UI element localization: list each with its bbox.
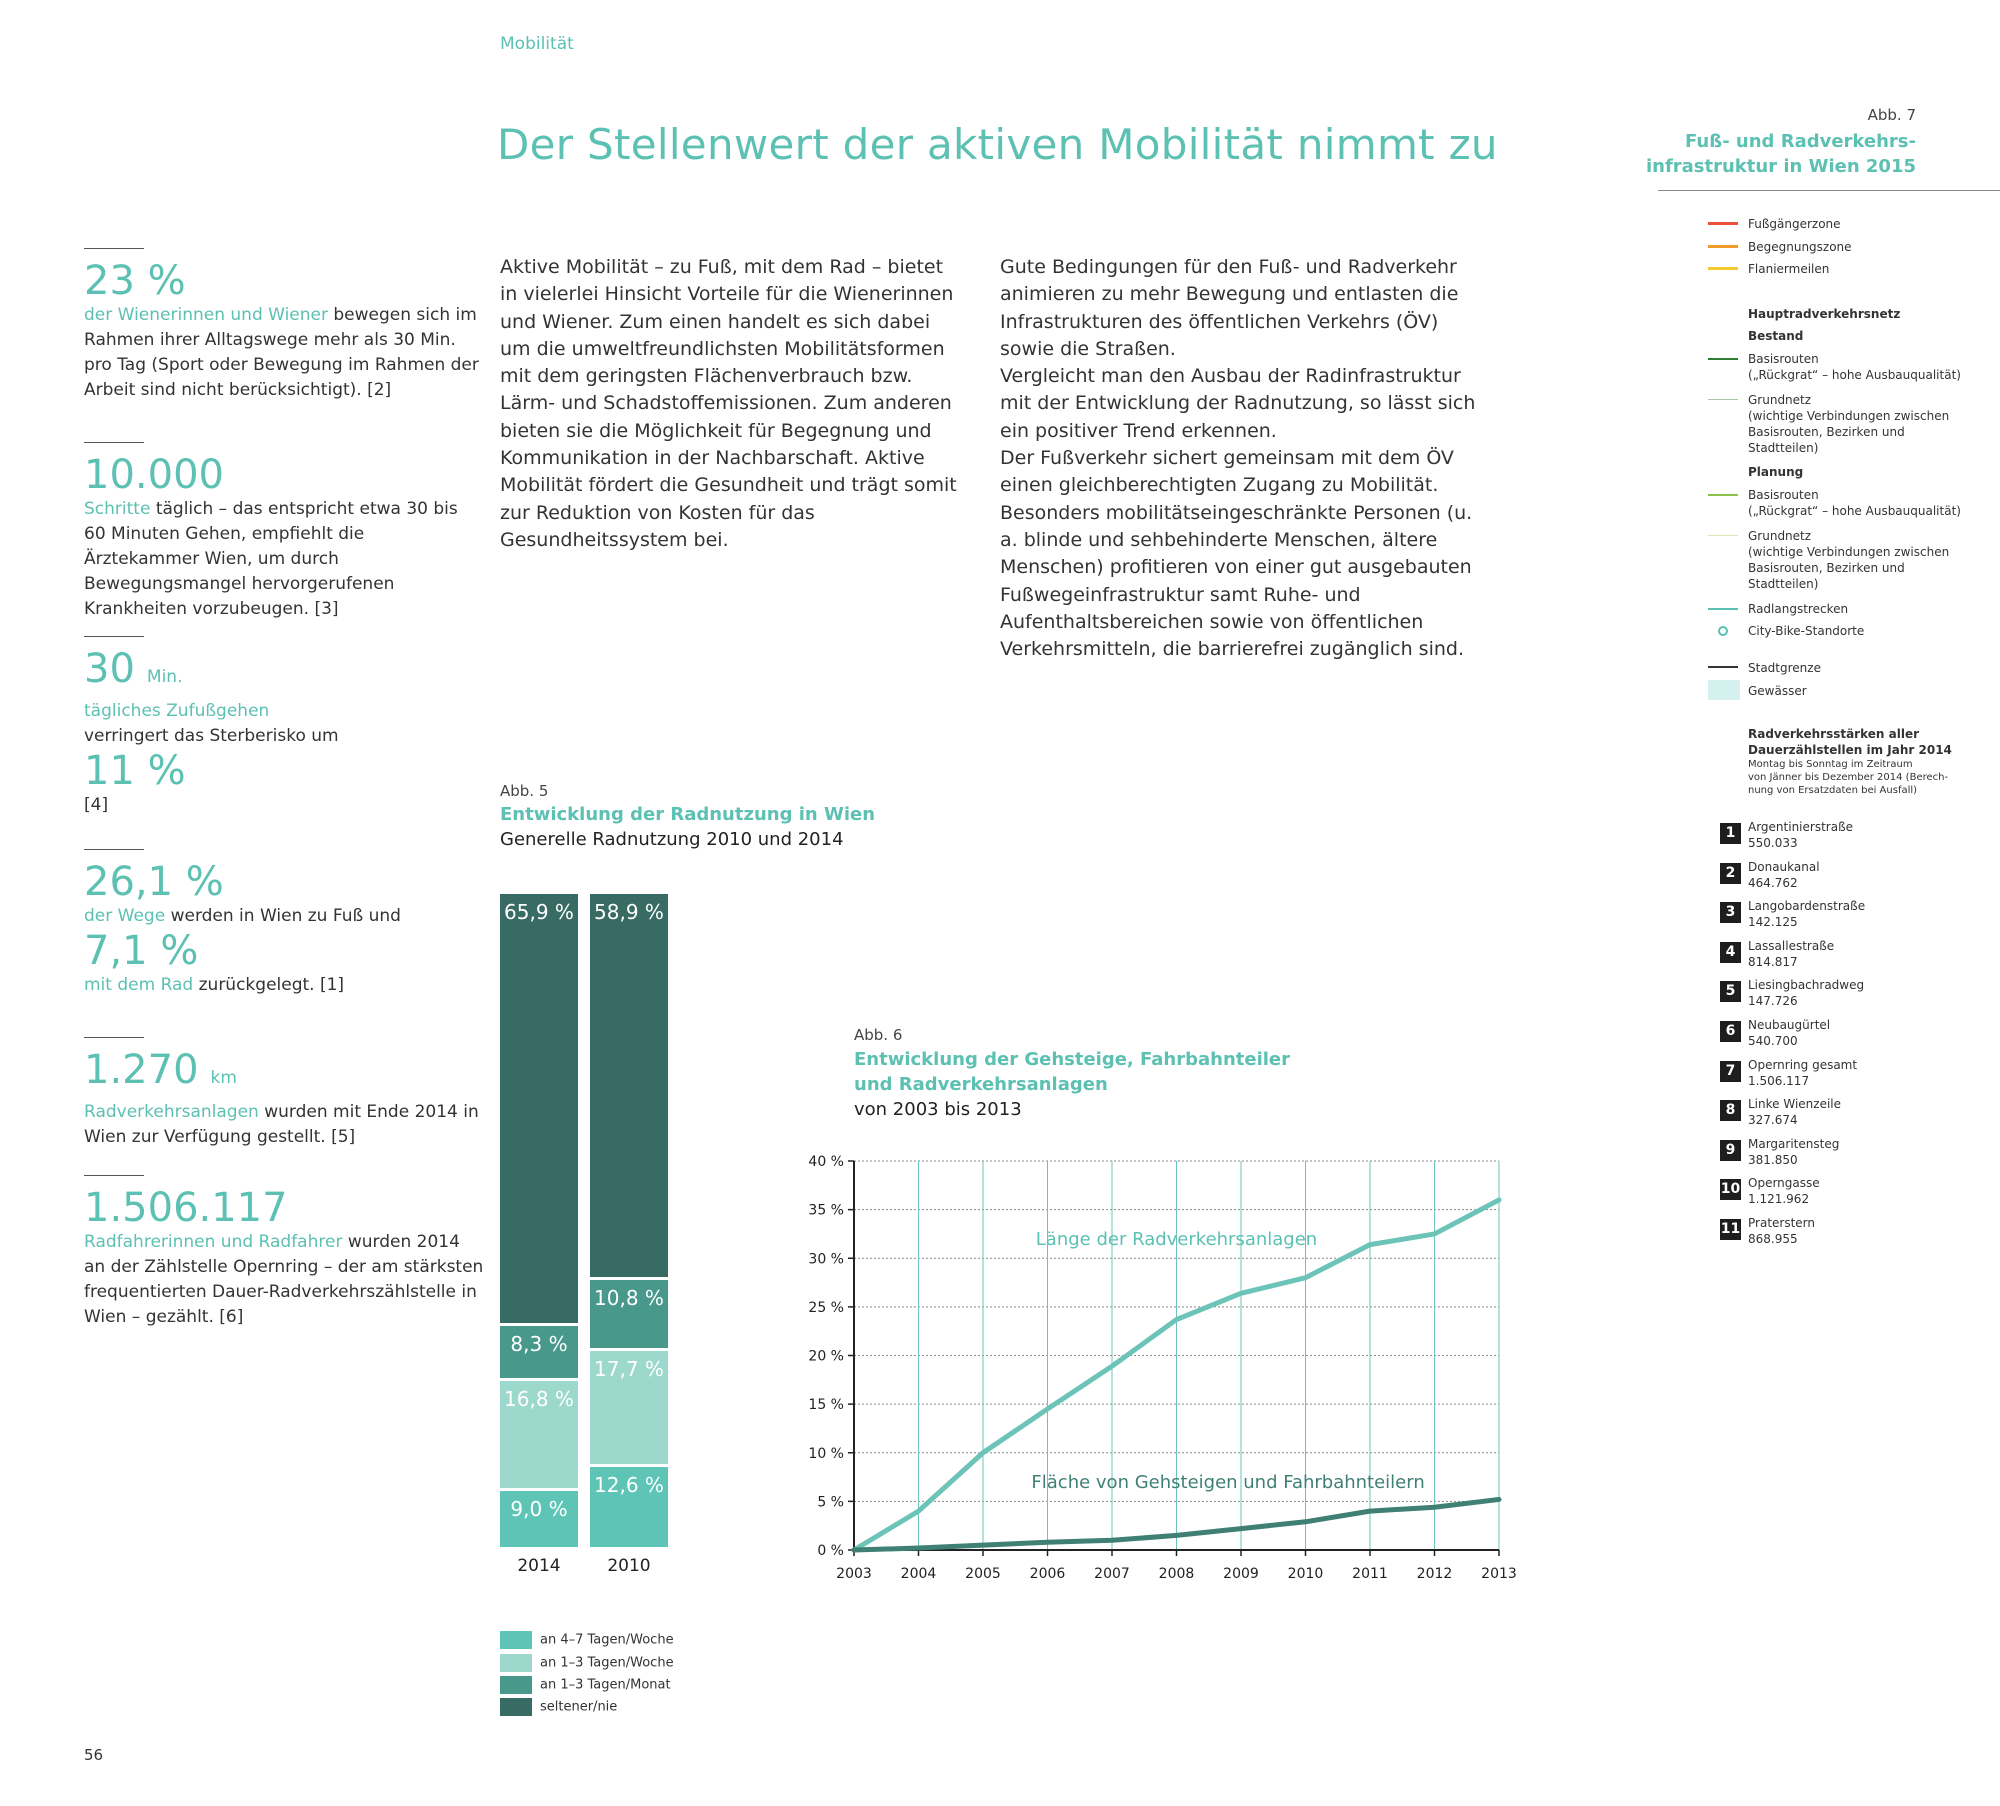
- stat-highlight: mit dem Rad: [84, 975, 194, 995]
- legend-line-planung-basis: [1708, 494, 1738, 496]
- stat-description: verringert das Sterberisko um: [84, 726, 339, 746]
- y-tick-label: 25 %: [808, 1299, 844, 1316]
- stat-value: 26,1 %: [84, 859, 224, 905]
- station-number-badge: 1: [1720, 823, 1741, 844]
- station-name: Neubaugürtel: [1748, 1018, 1831, 1032]
- stat-block-5: [84, 1037, 484, 1150]
- stat-text: [84, 699, 354, 749]
- legend-label: City-Bike-Standorte: [1748, 624, 1865, 638]
- legend-line-bestand-grund: [1708, 399, 1738, 400]
- legend-label: seltener/nie: [540, 1699, 618, 1715]
- station-number-badge: 8: [1720, 1100, 1741, 1121]
- section-label: Mobilität: [500, 34, 574, 54]
- station-entry: [1748, 898, 1865, 930]
- station-entry: [1748, 977, 1864, 1009]
- divider: [84, 1037, 144, 1038]
- stat-block-4: [84, 849, 484, 998]
- legend-label: Stadtgrenze: [1748, 661, 1821, 675]
- station-count: 147.726: [1748, 994, 1798, 1009]
- station-number-badge: 3: [1720, 902, 1741, 923]
- stat-highlight: Schritte: [84, 499, 151, 519]
- body-column-2: [1000, 254, 1480, 663]
- stat-text: [84, 497, 484, 622]
- bar-segment: 12,6 %: [590, 1467, 668, 1547]
- stat-block-1: [84, 248, 484, 403]
- station-entry: [1748, 1215, 1815, 1247]
- y-tick-label: 35 %: [808, 1202, 844, 1219]
- station-entry: [1748, 1136, 1839, 1168]
- station-entry: [1748, 1057, 1857, 1089]
- station-count: 327.674: [1748, 1113, 1798, 1128]
- fig7-title-line1: Fuß- und Radverkehrs-: [1685, 131, 1916, 152]
- station-count: 540.700: [1748, 1034, 1798, 1048]
- legend-line-bestand-basis: [1708, 358, 1738, 360]
- stat-block-2: [84, 442, 484, 622]
- legend-line-radlangstrecken: [1708, 608, 1738, 610]
- stat-value: [84, 647, 484, 699]
- stat-highlight: der Wege: [84, 906, 166, 926]
- bar-category-label: 2010: [607, 1556, 651, 1576]
- legend-item: [500, 1654, 674, 1672]
- station-count: 814.817: [1748, 954, 1798, 969]
- fig5-subtitle: Generelle Radnutzung 2010 und 2014: [500, 829, 844, 850]
- stat-text: [84, 1230, 484, 1330]
- stat-text: [84, 904, 484, 929]
- stat-value: [84, 1048, 484, 1100]
- counts-subtitle: Montag bis Sonntag im Zeitraum von Jänner bis Dezember 2014 (Berech- nung von Ersatzdaten bei Ausfall): [1748, 759, 1949, 796]
- station-entry: [1748, 1096, 1841, 1128]
- x-tick-label: 2011: [1352, 1566, 1388, 1582]
- station-count: 142.125: [1748, 915, 1798, 930]
- station-name: Praterstern: [1748, 1216, 1816, 1230]
- stat-number: 1.270: [84, 1047, 199, 1093]
- y-tick-label: 5 %: [817, 1494, 844, 1511]
- legend-swatch: [500, 1654, 532, 1672]
- station-count: 1.506.117: [1748, 1073, 1810, 1088]
- stat-description: bewegen sich im Rahmen ihrer Alltagswege mehr als 30 Min. pro Tag (Sport oder Bewegung im Rahmen der Arbeit sind nicht berücksichtigt). [2]: [84, 305, 479, 400]
- station-name: Opernring gesamt: [1748, 1057, 1858, 1072]
- bar-segment: 16,8 %: [500, 1381, 578, 1488]
- divider: [84, 849, 144, 850]
- fig6-title-line2: und Radverkehrsanlagen: [854, 1074, 1108, 1095]
- bar-segment: 58,9 %: [590, 894, 668, 1277]
- y-tick-label: 40 %: [808, 1154, 844, 1170]
- stat-description: täglich – das entspricht etwa 30 bis 60 Minuten Gehen, empfiehlt die Ärztekammer Wien, um durch Bewegungsmangel hervorgerufenen Krankheiten vorzubeugen. [3]: [84, 499, 458, 619]
- stat-value-secondary: 7,1 %: [84, 928, 199, 974]
- legend-item: [500, 1698, 617, 1716]
- legend-label: Basisrouten („Rückgrat“ – hohe Ausbauqualität): [1748, 352, 1961, 382]
- y-tick-label: 20 %: [808, 1348, 844, 1365]
- stat-value: 23 %: [84, 258, 186, 304]
- station-count: 381.850: [1748, 1152, 1798, 1167]
- stat-highlight: der Wienerinnen und Wiener: [84, 305, 328, 325]
- station-count: 550.033: [1748, 836, 1798, 850]
- y-tick-label: 0 %: [817, 1543, 844, 1559]
- station-entry: [1748, 859, 1820, 891]
- stat-description: wurden mit Ende 2014 in Wien zur Verfügung gestellt. [5]: [84, 1102, 479, 1147]
- fig7-number: Abb. 7: [1867, 106, 1916, 124]
- divider: [84, 248, 144, 249]
- legend-label: an 4–7 Tagen/Woche: [540, 1632, 674, 1648]
- legend-item: [500, 1676, 671, 1694]
- legend-label: Begegnungszone: [1748, 240, 1852, 254]
- map-legend: [1708, 214, 1998, 1274]
- station-count: 1.121.962: [1748, 1192, 1810, 1207]
- x-tick-label: 2010: [1287, 1566, 1324, 1582]
- station-entry: [1748, 1017, 1830, 1049]
- legend-line-stadtgrenze: [1708, 666, 1738, 668]
- station-count: 464.762: [1748, 875, 1798, 890]
- stat-description: zurückgelegt. [1]: [193, 975, 345, 995]
- station-entry: [1748, 938, 1834, 970]
- legend-label: Grundnetz (wichtige Verbindungen zwischen Basisrouten, Bezirken und Stadtteilen): [1748, 393, 1950, 455]
- station-entry: [1748, 819, 1853, 851]
- counts-title: Radverkehrsstärken aller Dauerzählstellen im Jahr 2014: [1748, 727, 1952, 757]
- bar-segment: 8,3 %: [500, 1326, 578, 1377]
- stat-block-3: [84, 636, 484, 818]
- legend-subheading: Bestand: [1748, 329, 1804, 343]
- x-tick-label: 2012: [1416, 1566, 1453, 1582]
- x-tick-label: 2006: [1029, 1566, 1066, 1582]
- station-name: Linke Wienzeile: [1748, 1097, 1841, 1112]
- station-name: Operngasse: [1748, 1176, 1820, 1191]
- legend-label: Gewässer: [1748, 684, 1807, 698]
- x-tick-label: 2013: [1481, 1566, 1517, 1582]
- stat-value: 1.506.117: [84, 1185, 288, 1231]
- line-chart: [780, 1140, 1540, 1600]
- fig5-number: Abb. 5: [500, 782, 549, 800]
- page-number: 56: [84, 1746, 104, 1764]
- legend-swatch: [500, 1631, 532, 1649]
- station-entry: [1748, 1175, 1820, 1207]
- stat-highlight: Radverkehrsanlagen: [84, 1102, 259, 1122]
- series-label: Fläche von Gehsteigen und Fahrbahnteilern: [1031, 1471, 1425, 1493]
- station-name: Langobardenstraße: [1748, 899, 1866, 914]
- citybike-icon: [1718, 626, 1728, 636]
- station-name: Margaritensteg: [1748, 1136, 1840, 1151]
- x-tick-label: 2005: [965, 1566, 1001, 1582]
- legend-label: an 1–3 Tagen/Monat: [540, 1677, 671, 1693]
- legend-line-flaniermeilen: [1708, 267, 1738, 270]
- y-tick-label: 30 %: [808, 1251, 844, 1268]
- body-paragraph: Aktive Mobilität – zu Fuß, mit dem Rad – bietet in vielerlei Hinsicht Vorteile für die Wienerinnen und Wiener. Zum einen handelt es sich dabei um die umweltfreundlichsten Mobilitätsformen mit dem geringsten Flächenverbrauch bzw. Lärm- und Schadstoffemissionen. Zum anderen bieten sie die Möglichkeit für Begegnung und Kommunikation in der Nachbarschaft. Aktive Mobilität fördert die Gesundheit und trägt somit zur Reduktion von Kosten für das Gesundheitssystem bei.: [500, 256, 957, 551]
- legend-swatch: [500, 1676, 532, 1694]
- stat-unit: km: [210, 1068, 237, 1088]
- station-number-badge: 10: [1720, 1179, 1741, 1200]
- station-number-badge: 7: [1720, 1061, 1741, 1082]
- bar-segment: 17,7 %: [590, 1351, 668, 1464]
- stat-number: 30: [84, 646, 135, 692]
- stat-block-6: [84, 1175, 484, 1330]
- legend-line-planung-grund: [1708, 535, 1738, 536]
- stat-value: 10.000: [84, 452, 224, 498]
- station-number-badge: 9: [1720, 1140, 1741, 1161]
- body-paragraph: Vergleicht man den Ausbau der Radinfrastruktur mit der Entwicklung der Radnutzung, so lässt sich ein positiver Trend erkennen.: [1000, 365, 1476, 442]
- divider: [84, 1175, 144, 1176]
- stat-highlight: Radfahrerinnen und Radfahrer: [84, 1232, 343, 1252]
- bar-segment: 10,8 %: [590, 1280, 668, 1348]
- divider: [84, 442, 144, 443]
- x-tick-label: 2009: [1223, 1566, 1259, 1582]
- body-column-1: [500, 254, 960, 554]
- fig7-divider: [1658, 190, 2000, 191]
- x-tick-label: 2003: [836, 1566, 872, 1582]
- bar-segment: 9,0 %: [500, 1491, 578, 1547]
- legend-heading: Hauptradverkehrsnetz: [1748, 307, 1901, 321]
- fig5-title: Entwicklung der Radnutzung in Wien: [500, 804, 876, 825]
- stat-description: werden in Wien zu Fuß und: [165, 906, 401, 926]
- y-tick-label: 10 %: [808, 1445, 844, 1462]
- legend-item: [500, 1631, 674, 1649]
- legend-label: Radlangstrecken: [1748, 602, 1849, 616]
- station-count: 868.955: [1748, 1232, 1798, 1246]
- x-tick-label: 2008: [1158, 1566, 1195, 1582]
- fig6-subtitle: von 2003 bis 2013: [854, 1099, 1022, 1120]
- legend-line-fussgaengerzone: [1708, 222, 1738, 225]
- legend-swatch: [500, 1698, 532, 1716]
- stat-text: [84, 1100, 484, 1150]
- station-name: Liesingbachradweg: [1748, 978, 1865, 993]
- stat-unit: Min.: [146, 667, 183, 687]
- station-number-badge: 11: [1720, 1219, 1741, 1240]
- stat-value-secondary: 11 %: [84, 748, 186, 794]
- legend-label: Fußgängerzone: [1748, 217, 1841, 231]
- station-name: Lassallestraße: [1748, 938, 1835, 953]
- station-name: Argentinierstraße: [1748, 820, 1854, 834]
- x-tick-label: 2004: [900, 1566, 937, 1582]
- body-paragraph: Der Fußverkehr sichert gemeinsam mit dem ÖV einen gleichberechtigten Zugang zu Mobilität. Besonders mobilitätseingeschränkte Personen (u. a. blinde und sehbehinderte Menschen, ältere Menschen) profitieren von einer gut ausgebauten Fußwegeinfrastruktur samt Ruhe- und Aufenthaltsbereichen sowie von öffentlichen Verkehrsmitteln, die barrierefrei zugänglich sind.: [1000, 447, 1473, 661]
- divider: [84, 636, 144, 637]
- fig6-title-line1: Entwicklung der Gehsteige, Fahrbahnteiler: [854, 1049, 1291, 1070]
- body-paragraph: Gute Bedingungen für den Fuß- und Radverkehr animieren zu mehr Bewegung und entlasten die Infrastrukturen des öffentlichen Verkehrs (ÖV) sowie die Straßen.: [1000, 256, 1459, 360]
- stat-text: [84, 303, 484, 403]
- station-number-badge: 6: [1720, 1021, 1741, 1042]
- stat-highlight: tägliches Zufußgehen: [84, 701, 270, 721]
- x-tick-label: 2007: [1094, 1566, 1130, 1582]
- station-number-badge: 2: [1720, 863, 1741, 884]
- legend-label: Flaniermeilen: [1748, 262, 1830, 276]
- page-title: Der Stellenwert der aktiven Mobilität nimmt zu: [497, 120, 1498, 169]
- bar-category-label: 2014: [517, 1556, 561, 1576]
- legend-swatch-gewaesser: [1708, 680, 1740, 700]
- bar-segment: 65,9 %: [500, 894, 578, 1323]
- fig7-title-line2: infrastruktur in Wien 2015: [1645, 156, 1916, 177]
- legend-subheading: Planung: [1748, 465, 1804, 479]
- legend-line-begegnungszone: [1708, 245, 1738, 248]
- fig6-number: Abb. 6: [854, 1026, 903, 1044]
- station-name: Donaukanal: [1748, 859, 1820, 874]
- legend-label: Grundnetz (wichtige Verbindungen zwischen Basisrouten, Bezirken und Stadtteilen): [1748, 529, 1950, 591]
- legend-label: Basisrouten („Rückgrat“ – hohe Ausbauqualität): [1748, 488, 1961, 518]
- series-label: Länge der Radverkehrsanlagen: [1035, 1228, 1318, 1250]
- station-number-badge: 5: [1720, 981, 1741, 1002]
- y-tick-label: 15 %: [808, 1397, 844, 1414]
- stat-text-secondary: [84, 973, 484, 998]
- stat-reference: [4]: [84, 795, 109, 815]
- stat-description: wurden 2014 an der Zählstelle Opernring – der am stärksten frequentierten Dauer-Radverkehrszählstelle in Wien – gezählt. [6]: [84, 1232, 484, 1327]
- legend-label: an 1–3 Tagen/Woche: [540, 1655, 674, 1671]
- station-number-badge: 4: [1720, 942, 1741, 963]
